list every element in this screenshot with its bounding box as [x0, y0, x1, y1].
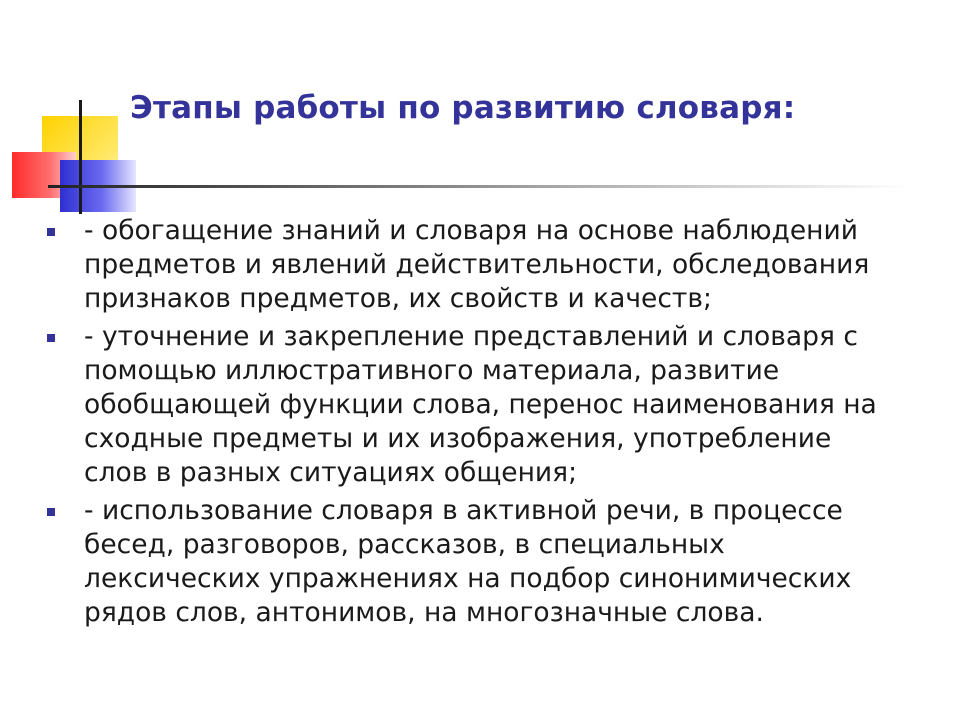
list-item [46, 320, 926, 490]
square-bullet-icon [47, 508, 55, 516]
square-bullet-icon [47, 228, 55, 236]
square-bullet-icon [47, 334, 55, 342]
list-item [46, 214, 926, 316]
title-underline [48, 185, 908, 188]
slide-title: Этапы работы по развитию словаря: [130, 90, 796, 126]
list-item-text: - обогащение знаний и словаря на основе наблюдений предметов и явлений действительности, обследования признаков предметов, их свойств и качеств; [84, 215, 870, 314]
list-item-text: - использование словаря в активной речи, в процессе бесед, разговоров, рассказов, в специальных лексических упражнениях на подбор синонимических рядов слов, антонимов, на многозначные слова. [84, 495, 852, 628]
list-item-text: - уточнение и закрепление представлений и словаря с помощью иллюстративного материала, развитие обобщающей функции слова, перенос наименования на сходные предметы и их изображения, употребление слов в разных ситуациях общения; [84, 321, 877, 488]
bullet-list [46, 214, 926, 634]
list-item [46, 494, 926, 630]
decor-vertical-line [79, 100, 82, 214]
